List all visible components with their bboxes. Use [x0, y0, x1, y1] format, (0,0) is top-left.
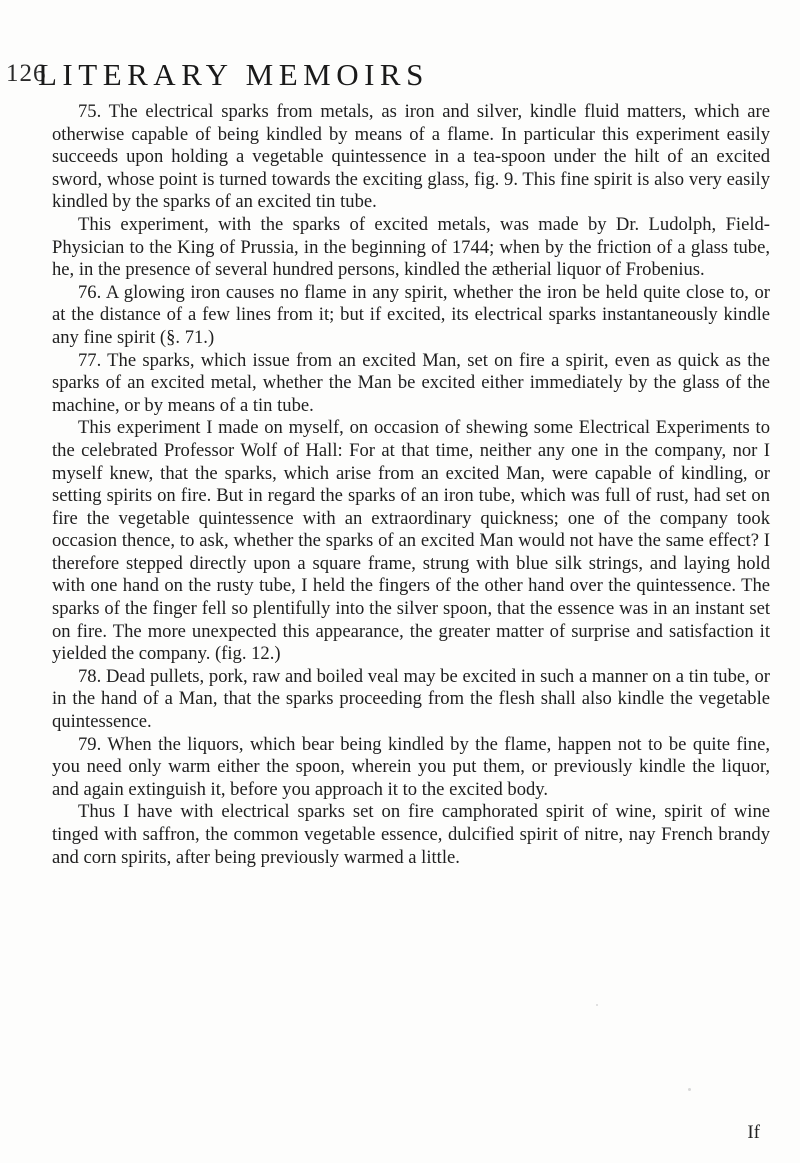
- paragraph-77: 77. The sparks, which issue from an excited Man, set on fire a spirit, even as quick as the sparks of an excited metal, whether the Man be excited either immediately by the glass of the machine, or by means of a tin tube.: [52, 349, 770, 416]
- paragraph-75: 75. The electrical sparks from metals, as iron and silver, kindle fluid matters, which are otherwise capable of being kindled by means of a flame. In particular this experiment easily succeeds upon holding a vegetable quintessence in a tea-spoon under the hilt of an excited sword, whose point is turned towards the exciting glass, fig. 9. This fine spirit is also very easily kindled by the sparks of an excited tin tube.: [52, 101, 770, 213]
- paragraph-wolf: This experiment I made on myself, on occasion of shewing some Electrical Experiments to the celebrated Professor Wolf of Hall: For at that time, neither any one in the company, nor I myself knew, that the sparks, which arise from an excited Man, were capable of kindling, or setting spirits on fire. But in regard the sparks of an iron tube, which was full of rust, had set on fire the vegetable quintessence with an extraordinary quickness; one of the company took occasion thence, to ask, whether the sparks of an excited Man would not have the same effect? I therefore stepped directly upon a square frame, strung with blue silk strings, and laying hold with one hand on the rusty tube, I held the fingers of the other hand over the quintessence. The sparks of the finger fell so plentifully into the silver spoon, that the essence was in an instant set on fire. The more unexpected this appearance, the greater matter of surprise and satisfaction it yielded the company. (fig. 12.): [52, 417, 770, 665]
- running-head-title: LITERARY MEMOIRS: [38, 57, 429, 92]
- catchword: If: [747, 1122, 760, 1143]
- paragraph-78: 78. Dead pullets, pork, raw and boiled veal may be excited in such a manner on a tin tube, or in the hand of a Man, that the sparks proceeding from the flesh shall also kindle the vegetable quintessence.: [52, 665, 770, 733]
- paragraph-79: 79. When the liquors, which bear being kindled by the flame, happen not to be quite fine, you need only warm either the spoon, wherein you put them, or previously kindle the liquor, and again extinguish it, before you approach it to the excited body.: [52, 733, 770, 800]
- page-number: 126: [6, 60, 47, 87]
- paragraph-thus: Thus I have with electrical sparks set on fire camphorated spirit of wine, spirit of wine tinged with saffron, the common vegetable essence, dulcified spirit of nitre, nay French brandy and corn spirits, after being previously warmed a little.: [52, 801, 770, 868]
- scan-speck: [688, 1088, 691, 1091]
- paragraph-ludolph: This experiment, with the sparks of excited metals, was made by Dr. Ludolph, Field-Physician to the King of Prussia, in the beginning of 1744; when by the friction of a glass tube, he, in the presence of several hundred persons, kindled the ætherial liquor of Frobenius.: [52, 213, 770, 281]
- body-text: [52, 101, 770, 869]
- paragraph-76: 76. A glowing iron causes no flame in any spirit, whether the iron be held quite close to, or at the distance of a few lines from it; but if excited, its electrical sparks instantaneously kindle any fine spirit (§. 71.): [52, 281, 770, 348]
- scan-speck: [596, 1004, 598, 1006]
